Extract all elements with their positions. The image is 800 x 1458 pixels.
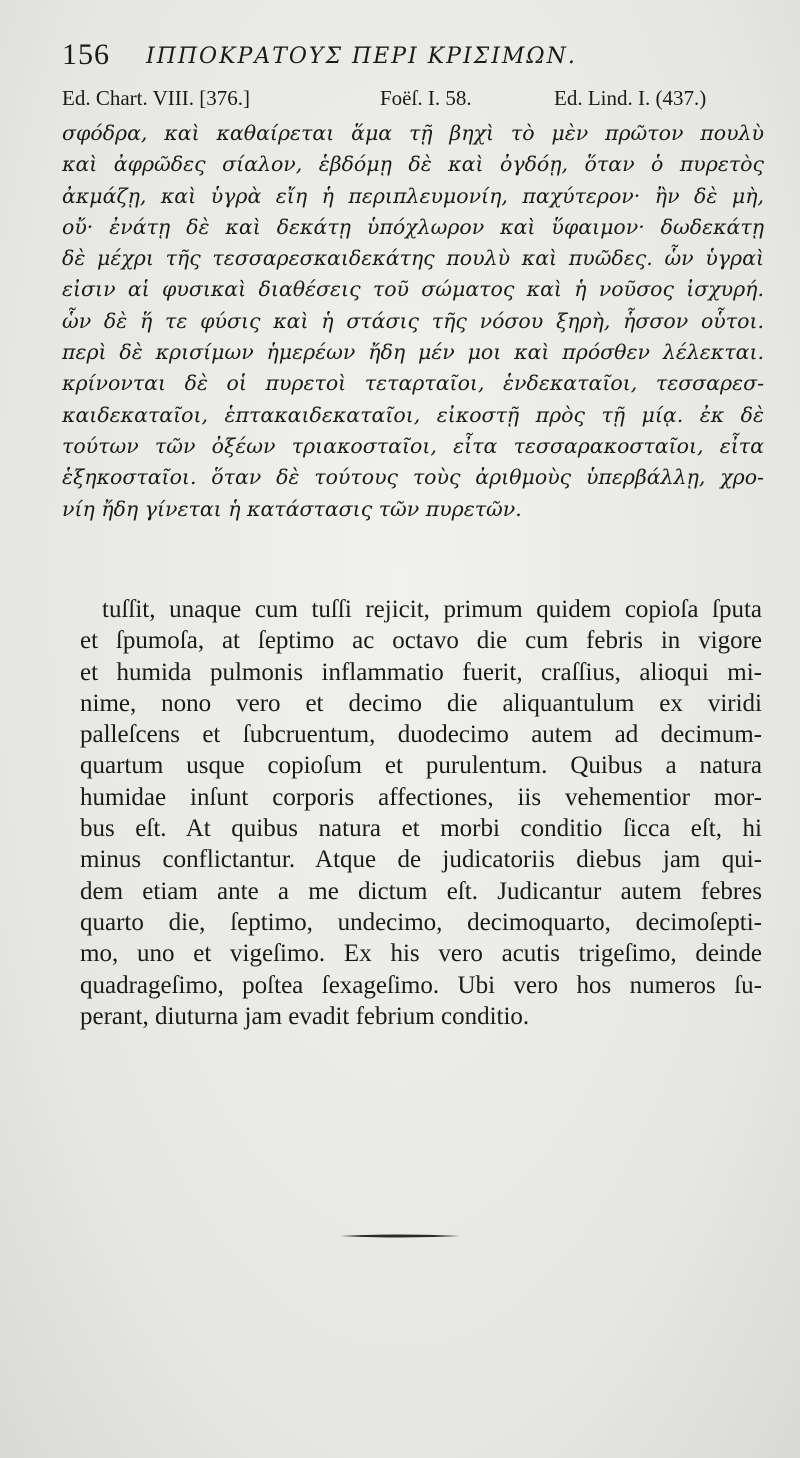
edition-foes-reference: Foëſ. I. 58.: [380, 86, 472, 110]
latin-text-block: [80, 594, 762, 1032]
latin-text-line: quarto die, ſeptimo, undecimo, decimoquarto, decimoſepti-: [80, 908, 762, 936]
greek-text-line: δὲ μέχρι τῆς τεσσαρεσκαιδεκάτης πουλὺ καὶ πυῶδες. ὧν ὑγραὶ: [62, 246, 764, 271]
edition-references: [62, 86, 772, 114]
greek-text-line: καὶ ἀφρῶδες σίαλον, ἑβδόμῃ δὲ καὶ ὀγδόῃ, ὅταν ὁ πυρετὸς: [62, 152, 764, 177]
divider-ornament-icon: [340, 1233, 460, 1239]
latin-text-line: quadrageſimo, poſtea ſexageſimo. Ubi vero hos numeros ſu-: [80, 971, 762, 999]
greek-text-line: ἀκμάζῃ, καὶ ὑγρὰ εἴη ἡ περιπλευμονίη, παχύτερον· ἢν δὲ μὴ,: [62, 183, 764, 208]
greek-text-line: νίη ἤδη γίνεται ἡ κατάστασις τῶν πυρετῶν.: [62, 496, 522, 521]
greek-text-line: οὔ· ἐνάτῃ δὲ καὶ δεκάτῃ ὑπόχλωρον καὶ ὕφαιμον· δωδεκάτῃ: [62, 214, 764, 239]
greek-text-line: σφόδρα, καὶ καθαίρεται ἅμα τῇ βηχὶ τὸ μὲν πρῶτον πουλὺ: [62, 121, 764, 145]
greek-text-line: τούτων τῶν ὀξέων τριακοσταῖοι, εἶτα τεσσαρακοσταῖοι, εἶτα: [62, 433, 764, 458]
edition-lind-reference: Ed. Lind. I. (437.): [554, 86, 707, 110]
page-number: 156: [62, 38, 110, 71]
greek-text-line: ὧν δὲ ἥ τε φύσις καὶ ἡ στάσις τῆς νόσου ξηρὴ, ἧσσον οὗτοι.: [62, 308, 764, 333]
latin-text-line: perant, diuturna jam evadit febrium conditio.: [80, 1002, 530, 1030]
page-header: [62, 38, 762, 78]
edition-chart-reference: Ed. Chart. VIII. [376.]: [62, 86, 250, 110]
greek-text-line: ἑξηκοσταῖοι. ὅταν δὲ τούτους τοὺς ἀριθμοὺς ὑπερβάλλῃ, χρο-: [62, 465, 764, 490]
section-divider-ornament: [340, 1233, 460, 1239]
latin-text-line: nime, nono vero et decimo die aliquantulum ex viridi: [80, 689, 762, 717]
greek-text-line: καιδεκαταῖοι, ἑπτακαιδεκαταῖοι, εἰκοστῇ πρὸς τῇ μίᾳ. ἐκ δὲ: [62, 402, 764, 427]
running-head: ΙΠΠΟΚΡΑΤΟΥΣ ΠΕΡΙ ΚΡΙΣΙΜΩΝ.: [146, 44, 577, 69]
latin-text-line: et ſpumoſa, at ſeptimo ac octavo die cum febris in vigore: [80, 627, 762, 655]
latin-text-line: minus conflictantur. Atque de judicatoriis diebus jam qui-: [80, 846, 762, 874]
latin-text-line: dem etiam ante a me dictum eſt. Judicantur autem febres: [80, 877, 762, 905]
greek-text-line: περὶ δὲ κρισίμων ἡμερέων ἤδη μέν μοι καὶ πρόσθεν λέλεκται.: [62, 340, 764, 365]
latin-text-line: bus eſt. At quibus natura et morbi conditio ſicca eſt, hi: [80, 815, 762, 843]
latin-text-line: mo, uno et vigeſimo. Ex his vero acutis trigeſimo, deinde: [80, 940, 762, 968]
greek-text-line: εἰσιν αἱ φυσικαὶ διαθέσεις τοῦ σώματος καὶ ἡ νοῦσος ἰσχυρή.: [62, 277, 764, 302]
latin-text-line: quartum usque copioſum et purulentum. Quibus a natura: [80, 752, 762, 780]
latin-text-line: palleſcens et ſubcruentum, duodecimo autem ad decimum-: [80, 721, 762, 749]
latin-text-line: et humida pulmonis inflammatio fuerit, craſſius, alioqui mi-: [80, 658, 762, 686]
latin-text-line: tuſſit, unaque cum tuſſi rejicit, primum quidem copioſa ſputa: [102, 596, 762, 623]
greek-text-block: [62, 118, 764, 525]
greek-text-line: κρίνονται δὲ οἱ πυρετοὶ τεταρταῖοι, ἑνδεκαταῖοι, τεσσαρεσ-: [62, 371, 764, 396]
latin-text-line: humidae inſunt corporis affectiones, iis vehementior mor-: [80, 783, 762, 811]
